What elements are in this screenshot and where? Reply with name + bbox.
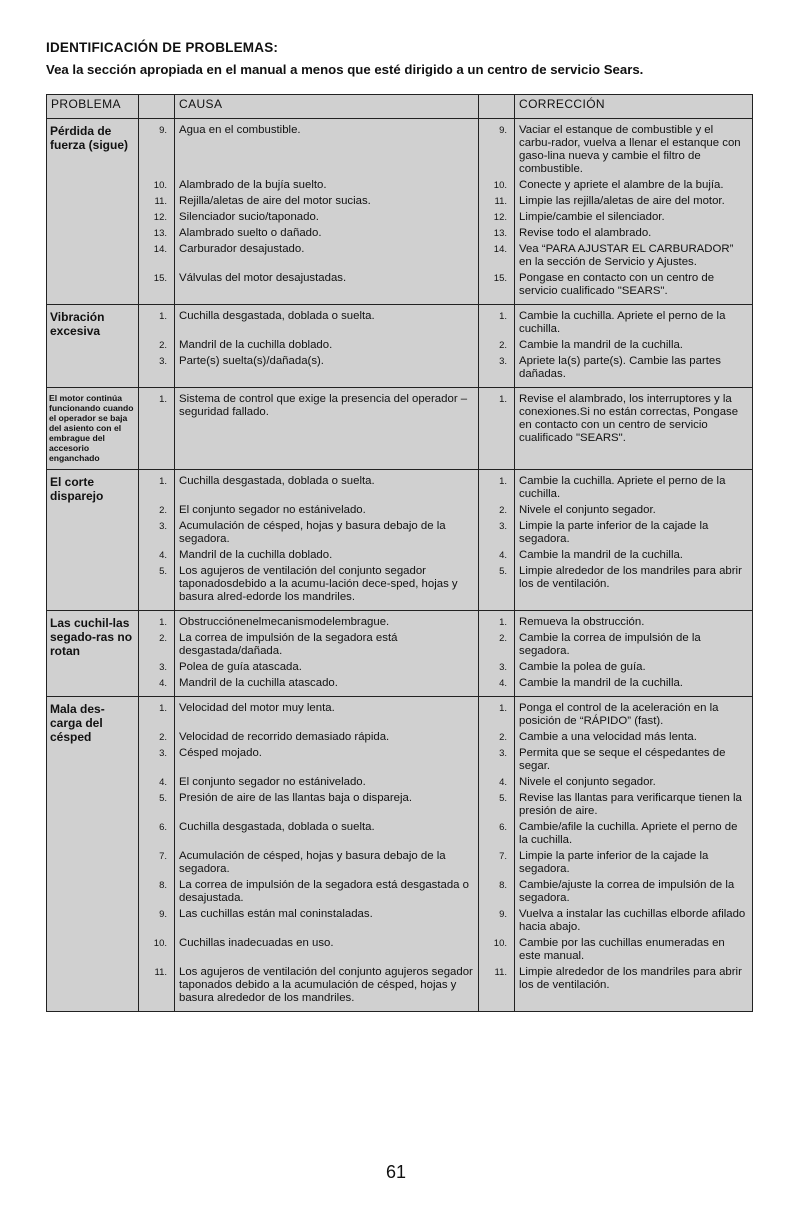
correction-text: Remueva la obstrucción. (519, 616, 645, 628)
table-row (47, 611, 753, 697)
cause-text: Agua en el combustible. (179, 124, 301, 136)
correction-text: Revise las llantas para verificarque tienen la presión de aire. (519, 792, 742, 817)
correction-number: 1. (499, 394, 507, 405)
table-body (47, 119, 753, 1012)
cause-text: Silenciador sucio/taponado. (179, 211, 319, 223)
correction-text: Cambie la cuchilla. Apriete el perno de la cuchilla. (519, 310, 726, 335)
cause-number-cell (139, 119, 175, 305)
cause-text: Mandril de la cuchilla doblado. (179, 549, 333, 561)
correction-text: Cambie/afile la cuchilla. Apriete el perno de la cuchilla. (519, 821, 738, 846)
correction-number: 1. (499, 476, 507, 487)
cause-number: 2. (159, 505, 167, 516)
cause-number: 2. (159, 340, 167, 351)
correction-text: Vea “PARA AJUSTAR EL CARBURADOR” en la sección de Servicio y Ajustes. (519, 243, 734, 268)
table-header-row (47, 95, 753, 119)
cause-text: Mandril de la cuchilla doblado. (179, 339, 333, 351)
cause-text-cell (175, 611, 479, 697)
correction-text: Cambie a una velocidad más lenta. (519, 731, 697, 743)
correction-number: 4. (499, 678, 507, 689)
correction-number: 4. (499, 777, 507, 788)
cause-text: Rejilla/aletas de aire del motor sucias. (179, 195, 371, 207)
correction-text: Nivele el conjunto segador. (519, 776, 656, 788)
cause-text: Válvulas del motor desajustadas. (179, 272, 347, 284)
correction-number: 1. (499, 703, 507, 714)
table-row (47, 305, 753, 388)
correction-text: Vaciar el estanque de combustible y el carbu-rador, vuelva a llenar el estanque con gaso-lina nueva y cambie el filtro de combustible. (519, 124, 741, 175)
correction-number: 2. (499, 633, 507, 644)
correction-text: Revise el alambrado, los interruptores y la conexiones.Si no están correctas, Pongase en contacto con un centro de servicio cualificado "SEARS". (519, 393, 739, 444)
table-row (47, 697, 753, 1012)
cause-number: 5. (159, 793, 167, 804)
cause-number: 15. (153, 273, 167, 284)
correction-number: 5. (499, 793, 507, 804)
header-cause-number (139, 95, 175, 119)
correction-text: Limpie/cambie el silenciador. (519, 211, 665, 223)
cause-text: Las cuchillas están mal coninstaladas. (179, 908, 373, 920)
cause-number: 11. (154, 196, 167, 207)
cause-number: 3. (159, 662, 167, 673)
table-row (47, 470, 753, 611)
correction-text: Cambie la mandril de la cuchilla. (519, 339, 683, 351)
cause-number-cell (139, 697, 175, 1012)
cause-text: Carburador desajustado. (179, 243, 305, 255)
correction-number: 11. (494, 196, 507, 207)
correction-text: Limpie alrededor de los mandriles para abrir los de ventilación. (519, 565, 742, 590)
correction-text: Cambie la cuchilla. Apriete el perno de la cuchilla. (519, 475, 726, 500)
correction-number: 9. (499, 125, 507, 136)
cause-number: 4. (159, 777, 167, 788)
correction-number-cell (479, 697, 515, 1012)
correction-number: 2. (499, 505, 507, 516)
correction-number: 6. (499, 822, 507, 833)
cause-text: Obstrucciónenelmecanismodelembrague. (179, 616, 390, 628)
cause-number: 1. (159, 394, 167, 405)
cause-number: 1. (159, 311, 167, 322)
cause-text: La correa de impulsión de la segadora está desgastada/dañada. (179, 632, 398, 657)
cause-number: 7. (159, 851, 167, 862)
correction-text-cell (515, 611, 753, 697)
cause-text-cell (175, 119, 479, 305)
table-row (47, 388, 753, 470)
cause-text: Acumulación de césped, hojas y basura debajo de la segadora. (179, 850, 446, 875)
correction-text: Cambie/ajuste la correa de impulsión de la segadora. (519, 879, 735, 904)
correction-text: Revise todo el alambrado. (519, 227, 652, 239)
header-problem: PROBLEMA (47, 95, 139, 119)
cause-text: Cuchilla desgastada, doblada o suelta. (179, 310, 375, 322)
correction-text: Permita que se seque el céspedantes de segar. (519, 747, 726, 772)
cause-text: Cuchillas inadecuadas en uso. (179, 937, 334, 949)
cause-number: 3. (159, 521, 167, 532)
cause-text: Césped mojado. (179, 747, 262, 759)
cause-number: 12. (153, 212, 167, 223)
correction-text: Apriete la(s) parte(s). Cambie las partes dañadas. (519, 355, 721, 380)
correction-number: 10. (493, 938, 507, 949)
correction-number-cell (479, 305, 515, 388)
cause-text: Los agujeros de ventilación del conjunto segador taponadosdebido a la acumu-lación dece-sped, hojas y basura alred-edorde los mandriles. (179, 565, 458, 603)
problem-cell: El motor continúa funcionando cuando el operador se baja del asiento con el embrague del accesorio enganchado (47, 388, 139, 470)
cause-number: 10. (153, 180, 167, 191)
cause-number-cell (139, 305, 175, 388)
cause-text: El conjunto segador no estánivelado. (179, 776, 366, 788)
correction-text: Cambie la polea de guía. (519, 661, 646, 673)
cause-number: 8. (159, 880, 167, 891)
correction-text: Limpie la parte inferior de la cajade la segadora. (519, 850, 709, 875)
cause-text: Sistema de control que exige la presencia del operador –seguridad fallado. (179, 393, 468, 418)
cause-text: Velocidad del motor muy lenta. (179, 702, 335, 714)
cause-text-cell (175, 697, 479, 1012)
correction-text-cell (515, 388, 753, 470)
correction-text: Cambie por las cuchillas enumeradas en este manual. (519, 937, 725, 962)
cause-text: Parte(s) suelta(s)/dañada(s). (179, 355, 324, 367)
correction-number: 4. (499, 550, 507, 561)
cause-number: 1. (159, 476, 167, 487)
correction-text: Vuelva a instalar las cuchillas elborde afilado hacia abajo. (519, 908, 746, 933)
problem-cell: Las cuchil-las segado-ras no rotan (47, 611, 139, 697)
header-cause: CAUSA (175, 95, 479, 119)
correction-text: Cambie la mandril de la cuchilla. (519, 549, 683, 561)
cause-number: 3. (159, 748, 167, 759)
problem-cell: Mala des-carga del césped (47, 697, 139, 1012)
correction-number: 13. (493, 228, 507, 239)
correction-number: 2. (499, 340, 507, 351)
cause-text: Alambrado suelto o dañado. (179, 227, 322, 239)
cause-text: Mandril de la cuchilla atascado. (179, 677, 338, 689)
page-subheading: Vea la sección apropiada en el manual a menos que esté dirigido a un centro de servicio Sears. (46, 62, 644, 77)
cause-number: 13. (153, 228, 167, 239)
cause-number: 9. (159, 125, 167, 136)
correction-text-cell (515, 119, 753, 305)
problem-cell: Vibración excesiva (47, 305, 139, 388)
problem-cell: El corte disparejo (47, 470, 139, 611)
cause-number: 2. (159, 732, 167, 743)
correction-number-cell (479, 611, 515, 697)
correction-number: 1. (499, 617, 507, 628)
correction-number: 8. (499, 880, 507, 891)
page-heading: IDENTIFICACIÓN DE PROBLEMAS: (46, 40, 279, 55)
correction-number-cell (479, 470, 515, 611)
cause-text: Alambrado de la bujía suelto. (179, 179, 327, 191)
correction-number: 9. (499, 909, 507, 920)
cause-number-cell (139, 388, 175, 470)
correction-number: 3. (499, 748, 507, 759)
cause-number: 3. (159, 356, 167, 367)
correction-number: 15. (493, 273, 507, 284)
correction-text: Cambie la mandril de la cuchilla. (519, 677, 683, 689)
cause-text: Cuchilla desgastada, doblada o suelta. (179, 475, 375, 487)
correction-text: Ponga el control de la aceleración en la posición de “RÁPIDO” (fast). (519, 702, 719, 727)
cause-text: El conjunto segador no estánivelado. (179, 504, 366, 516)
cause-text-cell (175, 470, 479, 611)
cause-text: La correa de impulsión de la segadora está desgastada o desajustada. (179, 879, 470, 904)
header-correction: CORRECCIÓN (515, 95, 753, 119)
cause-number: 14. (153, 244, 167, 255)
correction-number: 1. (499, 311, 507, 322)
correction-text: Limpie las rejilla/aletas de aire del motor. (519, 195, 725, 207)
correction-text-cell (515, 697, 753, 1012)
correction-text: Conecte y apriete el alambre de la bujía. (519, 179, 724, 191)
correction-text: Limpie alrededor de los mandriles para abrir los de ventilación. (519, 966, 742, 991)
correction-number: 3. (499, 662, 507, 673)
cause-text: Cuchilla desgastada, doblada o suelta. (179, 821, 375, 833)
cause-number: 1. (159, 617, 167, 628)
correction-number: 5. (499, 566, 507, 577)
cause-text: Los agujeros de ventilación del conjunto agujeros segador taponados debido a la acumulación de césped, hojas y basura alrededor de los mandriles. (179, 966, 473, 1004)
cause-number: 1. (159, 703, 167, 714)
cause-number: 6. (159, 822, 167, 833)
troubleshooting-table (46, 94, 753, 1012)
problem-cell: Pérdida de fuerza (sigue) (47, 119, 139, 305)
cause-text: Polea de guía atascada. (179, 661, 302, 673)
correction-text: Nivele el conjunto segador. (519, 504, 656, 516)
correction-number: 3. (499, 356, 507, 367)
correction-number: 2. (499, 732, 507, 743)
cause-text: Acumulación de césped, hojas y basura debajo de la segadora. (179, 520, 446, 545)
cause-text: Presión de aire de las llantas baja o dispareja. (179, 792, 413, 804)
correction-number: 7. (499, 851, 507, 862)
cause-number: 4. (159, 550, 167, 561)
correction-text: Limpie la parte inferior de la cajade la segadora. (519, 520, 709, 545)
correction-text-cell (515, 470, 753, 611)
cause-number: 9. (159, 909, 167, 920)
correction-number-cell (479, 388, 515, 470)
correction-text: Pongase en contacto con un centro de servicio cualificado "SEARS". (519, 272, 715, 297)
correction-text: Cambie la correa de impulsión de la segadora. (519, 632, 701, 657)
page-number: 61 (385, 1162, 407, 1182)
cause-number-cell (139, 611, 175, 697)
cause-number: 2. (159, 633, 167, 644)
cause-number: 11. (154, 967, 167, 978)
cause-number: 5. (159, 566, 167, 577)
table-row (47, 119, 753, 305)
cause-text: Velocidad de recorrido demasiado rápida. (179, 731, 390, 743)
cause-text-cell (175, 388, 479, 470)
cause-number-cell (139, 470, 175, 611)
correction-number: 3. (499, 521, 507, 532)
correction-number: 12. (493, 212, 507, 223)
correction-number: 10. (493, 180, 507, 191)
correction-number-cell (479, 119, 515, 305)
correction-number: 11. (494, 967, 507, 978)
cause-number: 4. (159, 678, 167, 689)
correction-text-cell (515, 305, 753, 388)
cause-text-cell (175, 305, 479, 388)
header-correction-number (479, 95, 515, 119)
correction-number: 14. (493, 244, 507, 255)
cause-number: 10. (153, 938, 167, 949)
